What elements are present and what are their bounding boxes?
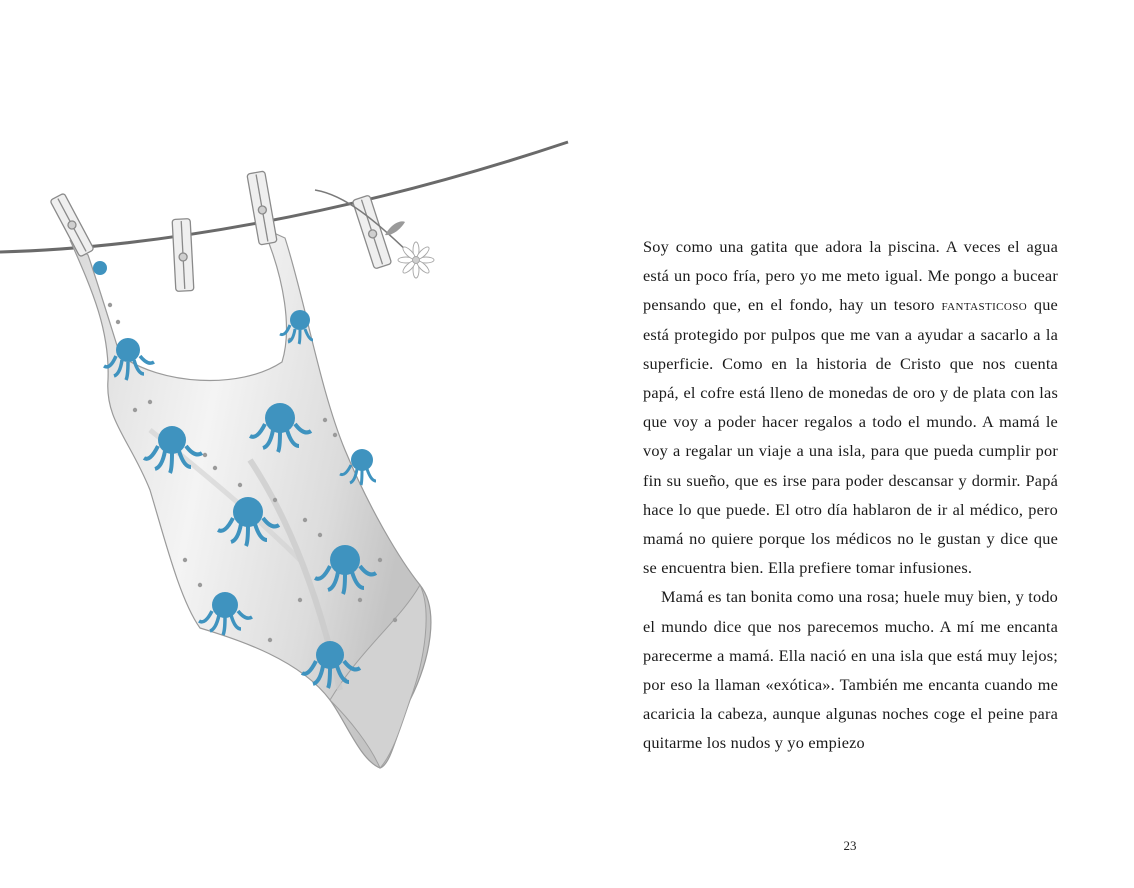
fantasticoso-emphasis: fantasticoso [941,295,1028,315]
paragraph-1-start: Soy como una gatita que adora la piscina. A veces el agua está un poco fría, pero yo me meto igual. Me pongo a bucear pensando que, en el fondo, hay un tesoro [643,237,1058,315]
swimsuit [70,228,431,768]
swimsuit-illustration [0,120,580,800]
paragraph-1 [643,232,1058,582]
paragraph-1-end: que está protegido por pulpos que me van a ayudar a sacarlo a la superficie. Como en la historia de Cristo que nos cuenta papá, el cofre está lleno de monedas de oro y de plata con las que voy a poder hacer regalos a todo el mundo. A mamá le voy a regalar un viaje a una isla, para que pueda cumplir por fin su sueño, que es irse para poder descansar y dormir. Papá hace lo que puede. El otro día hablaron de ir al médico, pero mamá no quiere porque los médicos no le gustan y dice que se encuentra bien. Ella prefiere tomar infusiones. [643,295,1058,578]
body-text [643,232,1058,758]
paragraph-2: Mamá es tan bonita como una rosa; huele muy bien, y todo el mundo dice que nos parecemos mucho. A mí me encanta parecerme a mamá. Ella nació en una isla que está muy lejos; por eso la llaman «exótica». También me encanta cuando me acaricia la cabeza, aunque algunas noches coge el peine para quitarme los nudos y yo empiezo [643,587,1058,753]
page-number: 23 [843,838,857,853]
